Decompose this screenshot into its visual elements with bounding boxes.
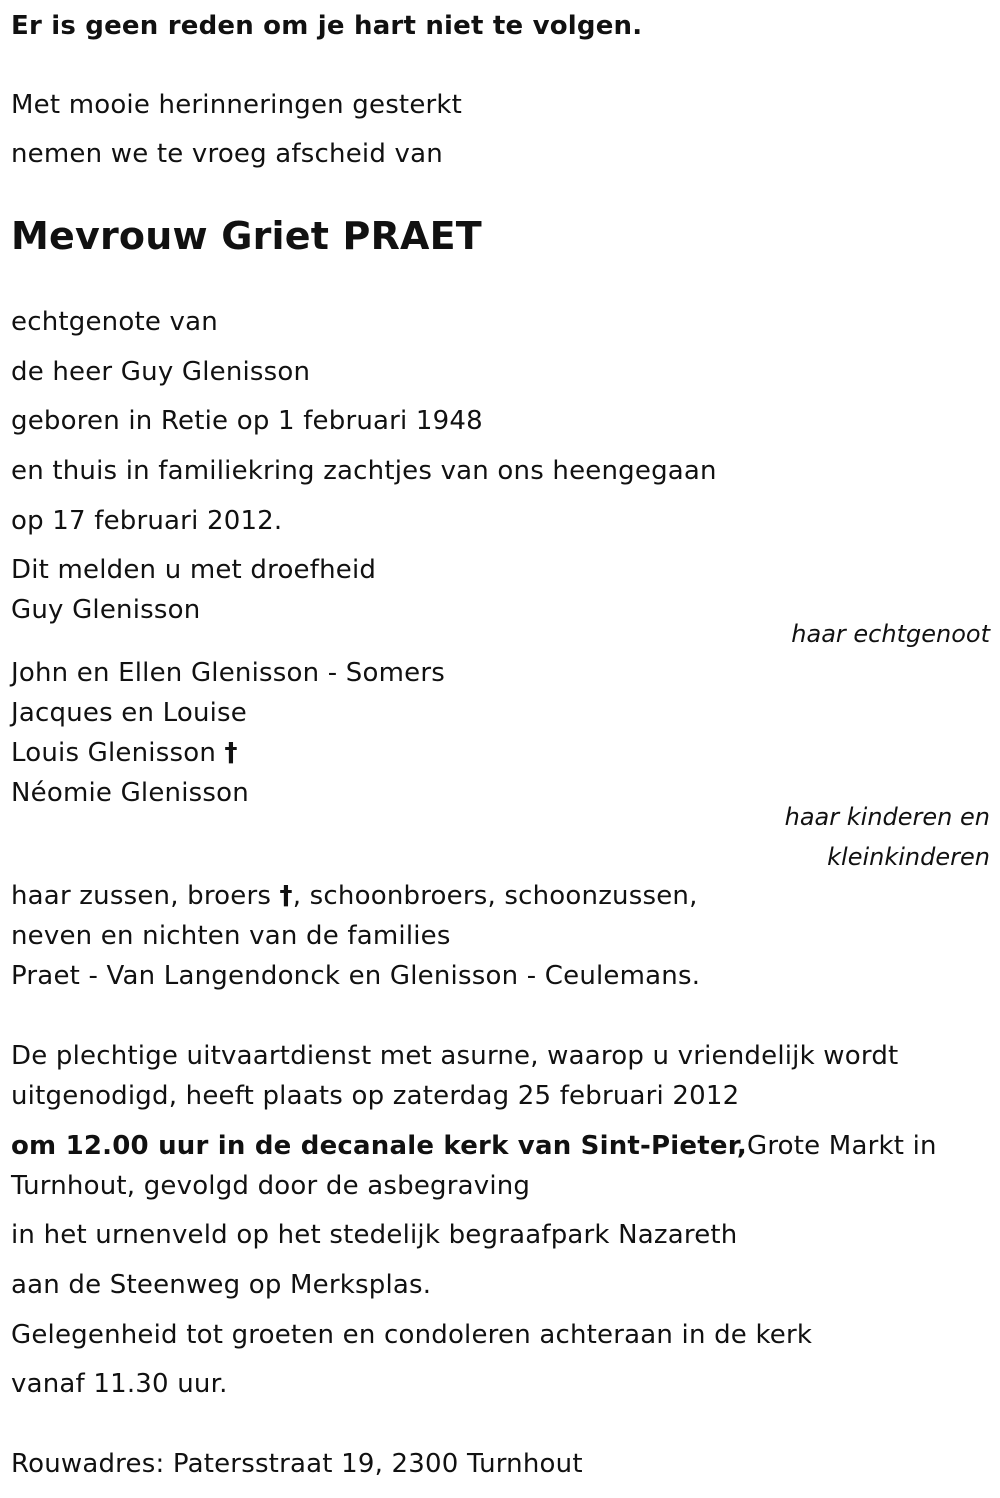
funeral-line: aan de Steenweg op Merksplas. — [11, 1270, 432, 1300]
funeral-text: Grote Markt in — [746, 1131, 937, 1161]
funeral-line: uitgenodigd, heeft plaats op zaterdag 25 februari 2012 — [11, 1081, 740, 1111]
opening-line: Er is geen reden om je hart niet te volgen. — [11, 11, 643, 41]
detail-line: geboren in Retie op 1 februari 1948 — [11, 406, 483, 436]
detail-line: en thuis in familiekring zachtjes van ons heengegaan — [11, 456, 717, 486]
child-line: Jacques en Louise — [11, 698, 248, 728]
family-text: , schoonbroers, schoonzussen, — [292, 881, 698, 911]
funeral-line: in het urnenveld op het stedelijk begraafpark Nazareth — [11, 1220, 738, 1250]
funeral-line: Turnhout, gevolgd door de asbegraving — [11, 1171, 531, 1201]
funeral-line: vanaf 11.30 uur. — [11, 1369, 228, 1399]
child-line — [11, 737, 238, 769]
child-line: Néomie Glenisson — [11, 778, 249, 808]
intro-line-1: Met mooie herinneringen gesterkt — [11, 90, 463, 120]
family-line-2: neven en nichten van de families — [11, 921, 451, 951]
funeral-line: Gelegenheid tot groeten en condoleren achteraan in de kerk — [11, 1320, 813, 1350]
detail-line: de heer Guy Glenisson — [11, 357, 311, 387]
family-line-1 — [11, 880, 698, 912]
family-line-3: Praet - Van Langendonck en Glenisson - Ceulemans. — [11, 961, 701, 991]
funeral-time-place: om 12.00 uur in de decanale kerk van Sint-Pieter, — [11, 1131, 747, 1161]
mourning-address: Rouwadres: Patersstraat 19, 2300 Turnhout — [11, 1449, 583, 1479]
detail-line: op 17 februari 2012. — [11, 506, 283, 536]
spouse-name: Guy Glenisson — [11, 595, 201, 625]
cross-icon: † — [224, 738, 238, 768]
spouse-role: haar echtgenoot — [791, 620, 990, 648]
cross-icon: † — [279, 881, 293, 911]
family-text: haar zussen, broers — [11, 881, 280, 911]
children-role-2: kleinkinderen — [827, 843, 990, 871]
intro-line-2: nemen we te vroeg afscheid van — [11, 139, 443, 169]
child-line: John en Ellen Glenisson - Somers — [11, 658, 445, 688]
children-role-1: haar kinderen en — [784, 803, 990, 831]
funeral-line: De plechtige uitvaartdienst met asurne, waarop u vriendelijk wordt — [11, 1041, 899, 1071]
deceased-name: Mevrouw Griet PRAET — [11, 214, 482, 258]
detail-line: echtgenote van — [11, 307, 218, 337]
announce-line: Dit melden u met droefheid — [11, 555, 377, 585]
child-name: Louis Glenisson — [11, 738, 216, 768]
funeral-line — [11, 1130, 937, 1162]
